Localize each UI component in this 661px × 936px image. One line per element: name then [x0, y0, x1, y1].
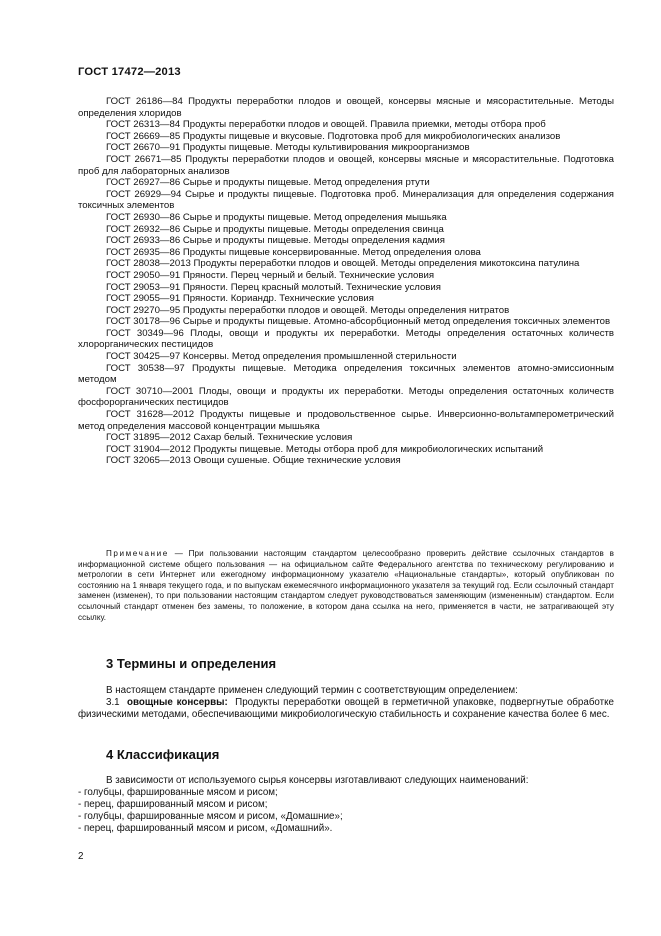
page-number: 2: [78, 851, 84, 862]
term-definition: [78, 697, 614, 721]
reference-item: ГОСТ 26669—85 Продукты пищевые и вкусовые. Подготовка проб для микробиологических анализов: [106, 130, 561, 142]
note-paragraph: [78, 549, 614, 623]
reference-item: ГОСТ 31628—2012 Продукты пищевые и продовольственное сырье. Инверсионно-вольтамперометрический метод определения массовой концентрации мышьяка: [78, 409, 614, 432]
reference-item: ГОСТ 31895—2012 Сахар белый. Технические условия: [106, 432, 353, 444]
reference-item: ГОСТ 26933—86 Сырье и продукты пищевые. Методы определения кадмия: [106, 235, 445, 247]
reference-item: ГОСТ 29055—91 Пряности. Кориандр. Технические условия: [106, 293, 374, 305]
reference-item: ГОСТ 29270—95 Продукты переработки плодов и овощей. Методы определения нитратов: [106, 304, 510, 316]
section-3-body: [78, 685, 614, 721]
reference-item: ГОСТ 26927—86 Сырье и продукты пищевые. Метод определения ртути: [106, 177, 430, 189]
reference-item: ГОСТ 30349—96 Плоды, овощи и продукты их переработки. Методы определения остаточных количеств хлорорганических пестицидов: [78, 327, 614, 351]
reference-item: ГОСТ 30538—97 Продукты пищевые. Методика определения токсичных элементов атомно-эмиссионным методом: [78, 362, 614, 386]
reference-item: ГОСТ 26929—94 Сырье и продукты пищевые. Подготовка проб. Минерализация для определения содержания токсичных элементов: [78, 188, 614, 212]
section-3-intro: В настоящем стандарте применен следующий термин с соответствующим определением:: [106, 685, 518, 696]
section-4-intro: В зависимости от используемого сырья консервы изготавливают следующих наименований:: [106, 775, 529, 786]
note-label: Примечание: [106, 549, 169, 558]
reference-item: ГОСТ 26935—86 Продукты пищевые консервированные. Метод определения олова: [106, 246, 481, 258]
note-text: — При пользовании настоящим стандартом целесообразно проверить действие ссылочных стандартов в информационной системе общего пользования — на официальном сайте Федерального агентства по техническому регулированию и метрологии в сети Интернет или ежегодному информационному указателю «Национальные стандарты», который опубликован по состоянию на 1 января текущего года, и по выпускам ежемесячного информационного указателя за текущий год. Если ссылочный стандарт заменен (изменен), то при пользовании настоящим стандартом следует руководствоваться заменяющим (измененным) стандартом. Если ссылочный стандарт отменен без замены, то положение, в котором дана ссылка на него, применяется в части, не затрагивающей эту ссылку.: [78, 549, 614, 622]
reference-item: ГОСТ 31904—2012 Продукты пищевые. Методы отбора проб для микробиологических испытаний: [106, 443, 544, 455]
reference-item: ГОСТ 30178—96 Сырье и продукты пищевые. Атомно-абсорбционный метод определения токсичных элементов: [106, 316, 611, 328]
list-item: - перец, фаршированный мясом и рисом, «Домашний».: [78, 823, 333, 834]
term-number: 3.1: [106, 697, 120, 708]
page-header: ГОСТ 17472—2013: [78, 66, 181, 78]
reference-item: ГОСТ 26313—84 Продукты переработки плодов и овощей. Правила приемки, методы отбора проб: [106, 119, 546, 131]
reference-item: ГОСТ 29053—91 Пряности. Перец красный молотый. Технические условия: [106, 281, 441, 293]
term-name: овощные консервы:: [127, 697, 228, 708]
list-item: - голубцы, фаршированные мясом и рисом, «Домашние»;: [78, 811, 343, 822]
reference-item: ГОСТ 32065—2013 Овощи сушеные. Общие технические условия: [106, 455, 401, 467]
reference-item: ГОСТ 26670—91 Продукты пищевые. Методы культивирования микроорганизмов: [106, 142, 470, 154]
section-3-title: 3 Термины и определения: [106, 656, 277, 671]
reference-item: ГОСТ 29050—91 Пряности. Перец черный и белый. Технические условия: [106, 269, 435, 281]
section-4-body: [78, 775, 614, 835]
note-block: [78, 549, 614, 623]
reference-item: ГОСТ 26186—84 Продукты переработки плодов и овощей, консервы мясные и мясорастительные. Методы определения хлоридов: [78, 96, 614, 119]
list-item: - голубцы, фаршированные мясом и рисом;: [78, 787, 278, 798]
reference-item: ГОСТ 30710—2001 Плоды, овощи и продукты их переработки. Методы определения остаточных количеств фосфорорганических пестицидов: [78, 385, 614, 409]
reference-item: ГОСТ 26671—85 Продукты переработки плодов и овощей, консервы мясные и мясорастительные. Подготовка проб для лабораторных анализов: [78, 153, 614, 177]
list-item: - перец, фаршированный мясом и рисом;: [78, 799, 268, 810]
reference-item: ГОСТ 30425—97 Консервы. Метод определения промышленной стерильности: [106, 351, 457, 363]
term-definition-text: Продукты переработки овощей в герметичной упаковке, подвергнутые обработке физическими методами, обеспечивающими микробиологическую стабильность и сохранение качества более 6 мес.: [78, 697, 614, 720]
reference-item: ГОСТ 28038—2013 Продукты переработки плодов и овощей. Методы определения микотоксина патулина: [106, 258, 580, 270]
section-4-title: 4 Классификация: [106, 747, 220, 762]
reference-item: ГОСТ 26930—86 Сырье и продукты пищевые. Метод определения мышьяка: [106, 211, 447, 223]
reference-item: ГОСТ 26932—86 Сырье и продукты пищевые. Методы определения свинца: [106, 223, 444, 235]
normative-references-list: [78, 96, 614, 467]
